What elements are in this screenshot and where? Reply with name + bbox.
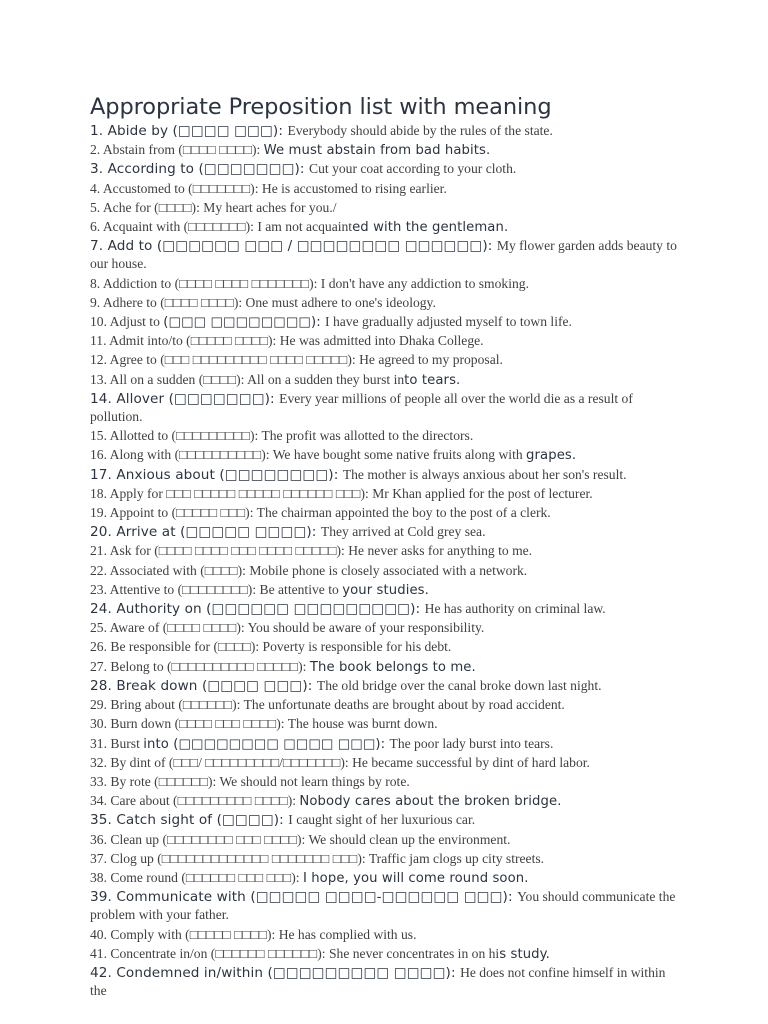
entry-term: 33. By rote (□□□□□□): [90,773,220,789]
entry-example: Poverty is responsible for his debt. [262,639,452,655]
entry-example-tail: Nobody cares about the broken bridge. [299,794,562,810]
entry-example: Mr Khan applied for the post of lecturer. [372,485,593,501]
entry-term: 25. Aware of (□□□□ □□□□): [90,620,248,636]
entry-example: The chairman appointed the boy to the post of a clerk. [256,505,551,521]
entry-term: 26. Be responsible for (□□□□): [90,639,263,655]
entry-term: 20. Arrive at (□□□□□ □□□□): [90,524,321,541]
entry-example: He agreed to my proposal. [359,352,503,368]
entry-example: The old bridge over the canal broke down last night. [316,677,602,693]
entry-example: My heart aches for you./ [203,199,337,215]
entry-term: 28. Break down (□□□□ □□□): [90,677,317,694]
list-item [90,332,680,351]
list-item [90,390,680,427]
list-item [90,371,680,390]
list-item [90,964,680,1001]
entry-example: Every year millions of people all over the world die as a result of pollution. [90,390,633,425]
entry-example-cont: The poor lady burst into tears. [389,735,554,751]
entry-term: 38. Come round (□□□□□□ □□□ □□□): [90,869,303,885]
entry-example: He has complied with us. [278,926,417,942]
entry-example: I am not acquaint [257,219,353,235]
preposition-list [90,122,680,1001]
list-item [90,504,680,523]
entry-term: 23. Attentive to (□□□□□□□□): [90,581,260,597]
entry-example-cont: I have gradually adjusted myself to town life. [325,314,572,330]
entry-example: Be attentive to [259,581,343,597]
list-item [90,141,680,160]
entry-term: 31. Burst [90,735,144,751]
entry-example: One must adhere to one's ideology. [245,294,436,310]
list-item [90,275,680,294]
entry-example: Everybody should abide by the rules of the state. [287,123,553,138]
entry-term: 39. Communicate with (□□□□□ □□□□-□□□□□□ □□□): [90,889,518,906]
entry-example: He is accustomed to rising earlier. [261,180,447,196]
entry-term: 13. All on a sudden (□□□□): [90,371,248,387]
entry-term: 17. Anxious about (□□□□□□□□): [90,466,343,483]
entry-term: 6. Acquaint with (□□□□□□□): [90,219,258,235]
entry-term: 34. Care about (□□□□□□□□□ □□□□): [90,793,300,809]
entry-term: 32. By dint of (□□□/ □□□□□□□□□/□□□□□□□): [90,754,353,770]
entry-example: You should be aware of your responsibility. [247,620,485,636]
list-item [90,677,680,696]
entry-term: 8. Addiction to (□□□□ □□□□ □□□□□□□): [90,275,321,291]
list-item [90,581,680,600]
entry-example: He has authority on criminal law. [424,601,606,617]
entry-example: We should not learn things by rote. [219,773,410,789]
entry-term: 22. Associated with (□□□□): [90,562,250,578]
entry-example: The unfortunate deaths are brought about by road accident. [243,697,565,713]
list-item [90,850,680,869]
list-item [90,466,680,485]
list-item [90,735,680,754]
list-item [90,294,680,313]
entry-example-tail: your studies. [342,582,429,598]
entry-term: 12. Agree to (□□□ □□□□□□□□□ □□□□ □□□□□): [90,352,360,368]
list-item [90,351,680,370]
list-item [90,658,680,677]
list-item [90,792,680,811]
list-item [90,160,680,179]
list-item [90,888,680,925]
entry-example: We have bought some native fruits along with [272,447,527,463]
entry-term: 4. Accustomed to (□□□□□□□): [90,180,262,196]
list-item [90,926,680,945]
entry-example-tail: into (□□□□□□□□ □□□□ □□□): [143,736,390,752]
entry-term: 21. Ask for (□□□□ □□□□ □□□ □□□□ □□□□□): [90,543,349,559]
entry-example: The profit was allotted to the directors. [261,428,474,444]
entry-term: 36. Clean up (□□□□□□□□ □□□ □□□□): [90,831,309,847]
entry-term: 30. Burn down (□□□□ □□□ □□□□): [90,716,288,732]
entry-term: 10. Adjust to [90,314,164,330]
entry-example-tail: We must abstain from bad habits. [263,143,491,159]
list-item [90,831,680,850]
entry-term: 18. Apply for □□□ □□□□□ □□□□□ □□□□□□ □□□): [90,485,373,501]
list-item [90,562,680,581]
list-item [90,313,680,332]
entry-term: 41. Concentrate in/on (□□□□□□ □□□□□□): [90,945,329,961]
entry-example: She never concentrates in on hi [328,945,500,961]
entry-example: Traffic jam clogs up city streets. [368,850,545,866]
entry-term: 16. Along with (□□□□□□□□□□): [90,447,273,463]
entry-example: He became successful by dint of hard labor. [352,754,590,770]
document-page [90,92,680,1001]
entry-example: You should communicate the problem with your father. [90,889,676,923]
list-item [90,811,680,830]
list-item [90,427,680,446]
list-item [90,619,680,638]
entry-example-tail: (□□□ □□□□□□□□): [163,315,326,331]
entry-example: The mother is always anxious about her son's result. [342,466,627,482]
list-item [90,446,680,465]
entry-term: 14. Allover (□□□□□□□): [90,390,280,407]
entry-term: 5. Ache for (□□□□): [90,199,204,215]
list-item [90,869,680,888]
entry-term: 2. Abstain from (□□□□ □□□□): [90,142,264,158]
entry-term: 9. Adhere to (□□□□ □□□□): [90,294,246,310]
entry-example: I caught sight of her luxurious car. [288,812,476,828]
list-item [90,237,680,274]
entry-term: 7. Add to (□□□□□□ □□□ / □□□□□□□□ □□□□□□): [90,238,497,255]
list-item [90,600,680,619]
entry-term: 27. Belong to (□□□□□□□□□□ □□□□□): [90,658,310,674]
entry-example: I don't have any addiction to smoking. [320,275,529,291]
list-item [90,945,680,964]
list-item [90,754,680,773]
entry-example-tail: ed with the gentleman. [352,220,509,236]
entry-term: 35. Catch sight of (□□□□): [90,812,289,829]
entry-example: All on a sudden they burst in [247,371,405,387]
list-item [90,523,680,542]
entry-term: 24. Authority on (□□□□□□ □□□□□□□□□): [90,601,425,618]
entry-term: 42. Condemned in/within (□□□□□□□□□ □□□□): [90,964,461,981]
entry-term: 37. Clog up (□□□□□□□□□□□□□ □□□□□□□ □□□): [90,850,369,866]
entry-example-tail: I hope, you will come round soon. [302,870,529,886]
list-item [90,218,680,237]
entry-example: He does not confine himself in within the [90,964,666,999]
entry-term: 1. Abide by (□□□□ □□□): [90,123,288,139]
entry-example: We should clean up the environment. [308,831,511,847]
entry-term: 3. According to (□□□□□□□): [90,161,310,178]
list-item [90,638,680,657]
entry-term: 40. Comply with (□□□□□ □□□□): [90,926,279,942]
list-item [90,180,680,199]
entry-term: 29. Bring about (□□□□□□): [90,697,244,713]
list-item [90,199,680,218]
entry-term: 11. Admit into/to (□□□□□ □□□□): [90,333,280,349]
list-item [90,715,680,734]
entry-example-tail: s study. [499,946,550,962]
list-item [90,696,680,715]
entry-example: They arrived at Cold grey sea. [320,524,486,540]
list-item [90,485,680,504]
list-item [90,773,680,792]
list-item [90,122,680,141]
entry-example: Cut your coat according to your cloth. [309,161,517,177]
list-item [90,542,680,561]
document-title: Appropriate Preposition list with meaning [90,94,552,120]
entry-example: He never asks for anything to me. [348,543,533,559]
entry-example: My flower garden adds beauty to our house. [90,238,677,272]
entry-example: Mobile phone is closely associated with a network. [249,562,528,578]
entry-example-tail: to tears. [404,372,461,388]
entry-example-tail: grapes. [526,448,577,464]
entry-example: The house was burnt down. [287,716,438,732]
entry-term: 19. Appoint to (□□□□□ □□□): [90,505,257,521]
entry-example-tail: The book belongs to me. [309,659,476,675]
entry-example: He was admitted into Dhaka College. [279,333,484,349]
entry-term: 15. Allotted to (□□□□□□□□□): [90,428,262,444]
